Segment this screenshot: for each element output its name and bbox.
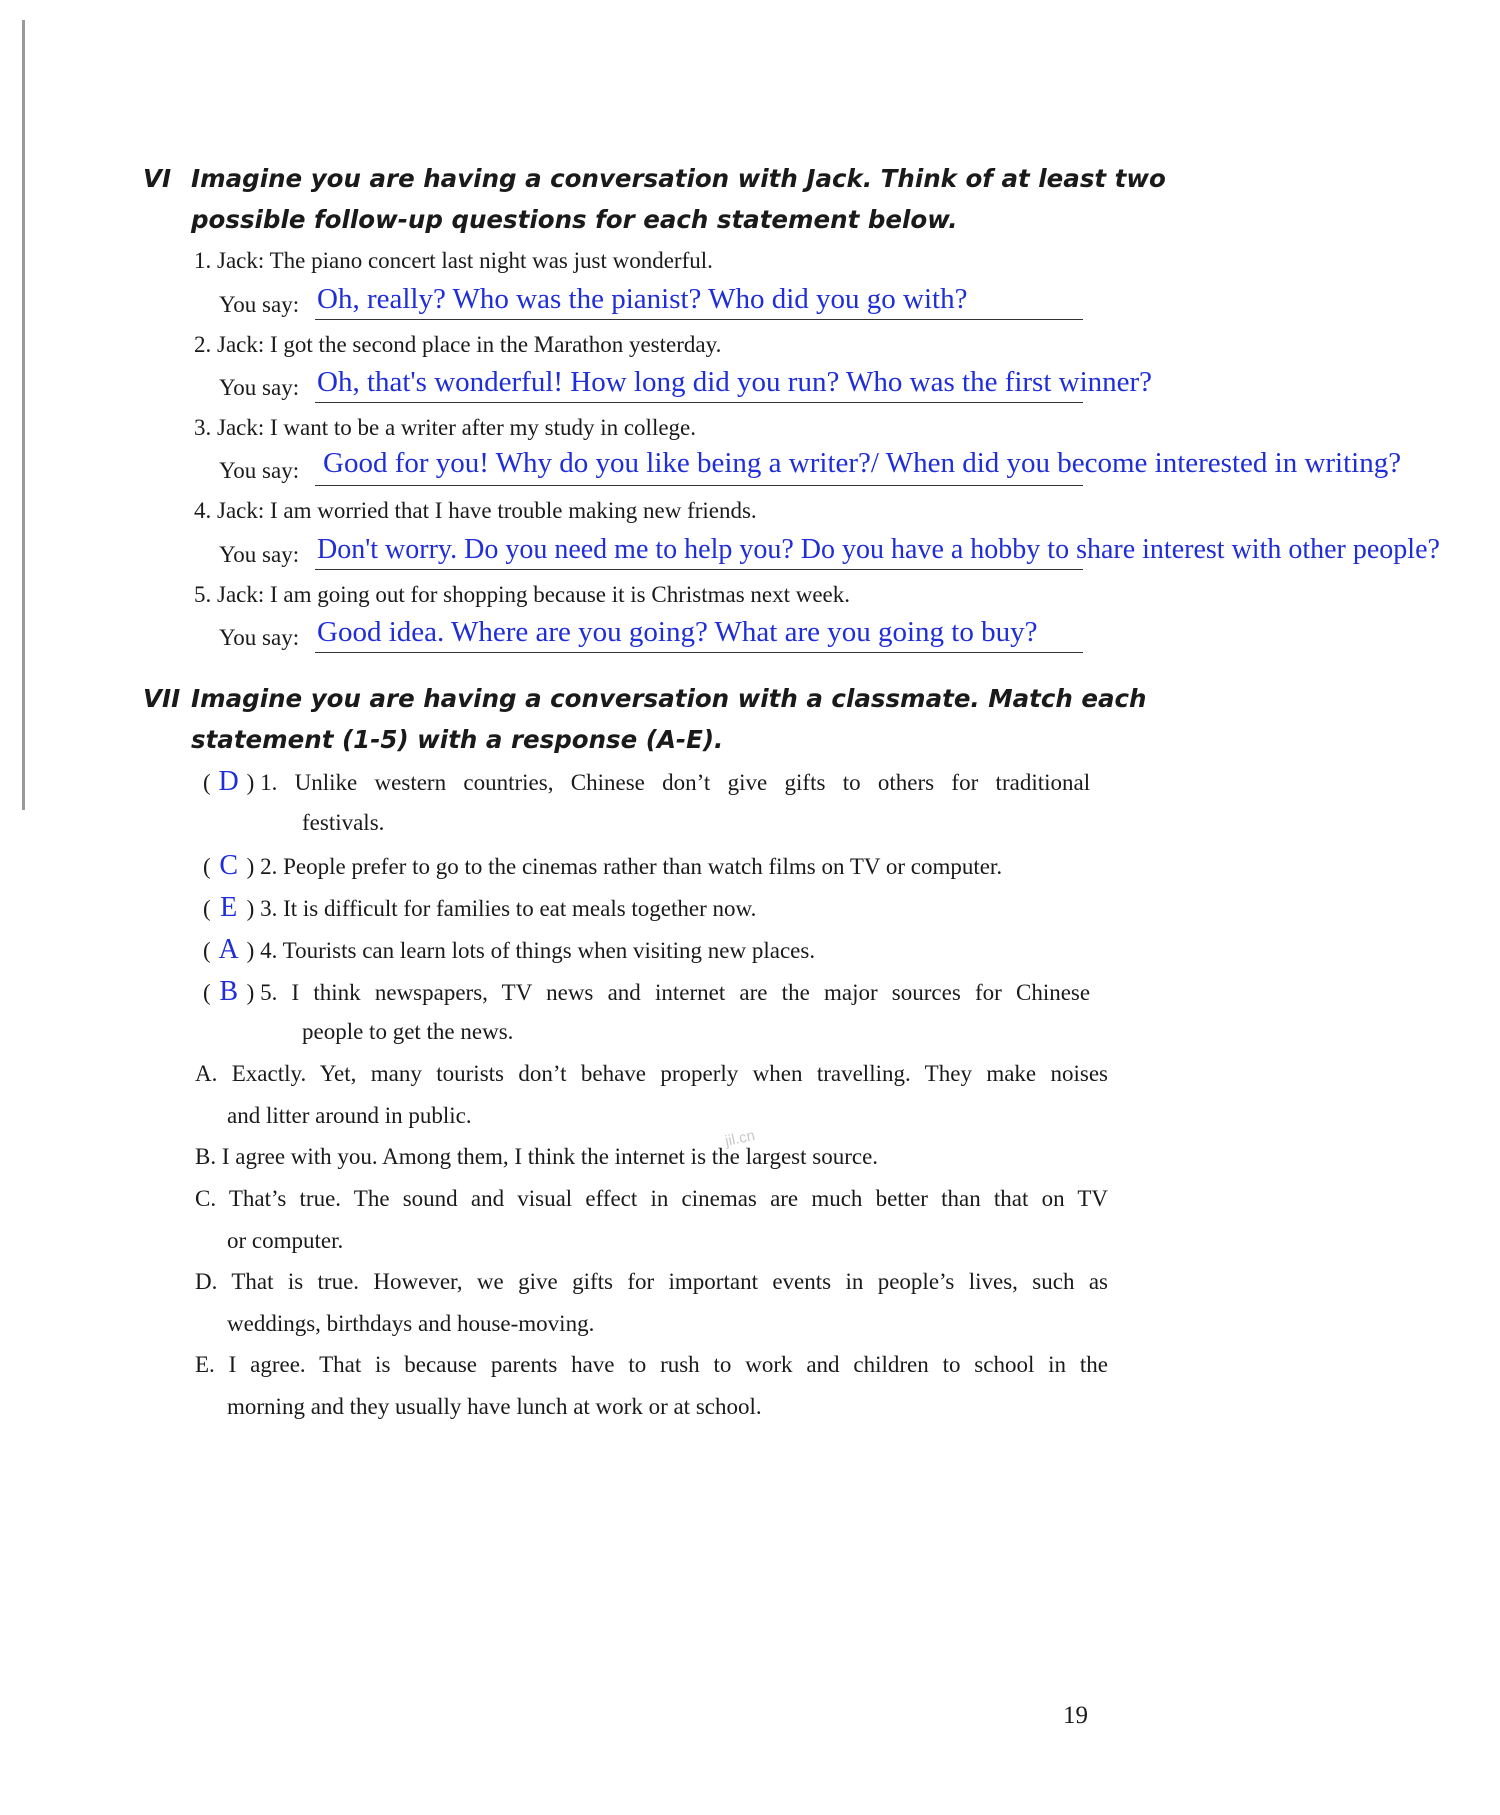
response-d: D. That is true. However, we give gifts for important events in people’s lives, such as <box>195 1269 1108 1294</box>
response-e-cont: morning and they usually have lunch at work or at school. <box>227 1394 762 1419</box>
answer-text-4: Don't worry. Do you need me to help you? Do you have a hobby to share interest with other people? <box>317 534 1440 565</box>
response-c-cont: or computer. <box>227 1228 344 1253</box>
match-statement-3 <box>203 892 756 924</box>
answer-line <box>315 485 1083 486</box>
section-6-number: VI <box>143 164 172 193</box>
statement-5: 5. Jack: I am going out for shopping because it is Christmas next week. <box>194 582 851 607</box>
response-d-cont: weddings, birthdays and house-moving. <box>227 1311 595 1336</box>
response-e: E. I agree. That is because parents have to rush to work and children to school in the <box>195 1352 1108 1377</box>
match-statement-4 <box>203 934 815 966</box>
open-paren: ( <box>203 896 211 921</box>
statement-1: 1. Jack: The piano concert last night was just wonderful. <box>194 248 713 273</box>
response-a-cont: and litter around in public. <box>227 1103 472 1128</box>
section-7-heading <box>143 684 1147 754</box>
statement-3: 3. Jack: I want to be a writer after my study in college. <box>194 415 697 440</box>
match-text-5-cont: people to get the news. <box>302 1019 514 1044</box>
close-paren: ) <box>246 938 255 963</box>
close-paren: ) <box>246 980 255 1005</box>
close-paren: ) <box>246 854 255 879</box>
statement-2: 2. Jack: I got the second place in the Marathon yesterday. <box>194 332 722 357</box>
answer-line <box>315 652 1083 653</box>
you-say-label: You say: <box>219 542 300 567</box>
page-number: 19 <box>1063 1702 1088 1729</box>
match-text-5: 5. I think newspapers, TV news and internet are the major sources for Chinese <box>260 980 1091 1005</box>
section-6-title-line1: Imagine you are having a conversation with Jack. Think of at least two <box>191 164 1166 193</box>
you-say-label: You say: <box>219 375 300 400</box>
section-7-number: VII <box>143 684 181 713</box>
match-statement-5 <box>203 976 1090 1008</box>
response-b: B. I agree with you. Among them, I think the internet is the largest source. <box>195 1144 879 1169</box>
match-answer-3: E <box>220 892 238 923</box>
open-paren: ( <box>203 854 211 879</box>
answer-text-2: Oh, that's wonderful! How long did you run? Who was the first winner? <box>317 366 1153 398</box>
answer-line <box>315 569 1083 570</box>
section-7-title-line1: Imagine you are having a conversation with a classmate. Match each <box>191 684 1147 713</box>
section-7-title-line2: statement (1-5) with a response (A-E). <box>191 725 724 754</box>
answer-line <box>315 402 1083 403</box>
you-say-label: You say: <box>219 625 300 650</box>
match-answer-1: D <box>218 766 239 797</box>
close-paren: ) <box>246 770 255 795</box>
watermark: jil.cn <box>723 1127 757 1150</box>
statement-4: 4. Jack: I am worried that I have trouble making new friends. <box>194 498 757 523</box>
page-binding-edge <box>22 20 25 810</box>
answer-text-5: Good idea. Where are you going? What are you going to buy? <box>317 616 1038 648</box>
match-statement-1 <box>203 766 1090 798</box>
close-paren: ) <box>246 896 255 921</box>
match-answer-2: C <box>219 850 239 881</box>
answer-text-3: Good for you! Why do you like being a writer?/ When did you become interested in writing? <box>323 447 1402 479</box>
match-text-4: 4. Tourists can learn lots of things when visiting new places. <box>260 938 816 963</box>
answer-line <box>315 319 1083 320</box>
section-6-heading <box>143 164 1166 234</box>
you-say-label: You say: <box>219 292 300 317</box>
match-text-1: 1. Unlike western countries, Chinese don’t give gifts to others for traditional <box>260 770 1091 795</box>
match-answer-5: B <box>219 976 239 1007</box>
response-a: A. Exactly. Yet, many tourists don’t behave properly when travelling. They make noises <box>195 1061 1108 1086</box>
match-text-3: 3. It is difficult for families to eat meals together now. <box>260 896 757 921</box>
open-paren: ( <box>203 938 211 963</box>
match-text-1-cont: festivals. <box>302 810 385 835</box>
section-6-title-line2: possible follow-up questions for each statement below. <box>191 205 958 234</box>
open-paren: ( <box>203 770 211 795</box>
match-statement-2 <box>203 850 1002 882</box>
you-say-label: You say: <box>219 458 300 483</box>
match-answer-4: A <box>218 934 239 965</box>
match-text-2: 2. People prefer to go to the cinemas rather than watch films on TV or computer. <box>260 854 1003 879</box>
open-paren: ( <box>203 980 211 1005</box>
answer-text-1: Oh, really? Who was the pianist? Who did you go with? <box>317 283 968 315</box>
response-c: C. That’s true. The sound and visual effect in cinemas are much better than that on TV <box>195 1186 1108 1211</box>
